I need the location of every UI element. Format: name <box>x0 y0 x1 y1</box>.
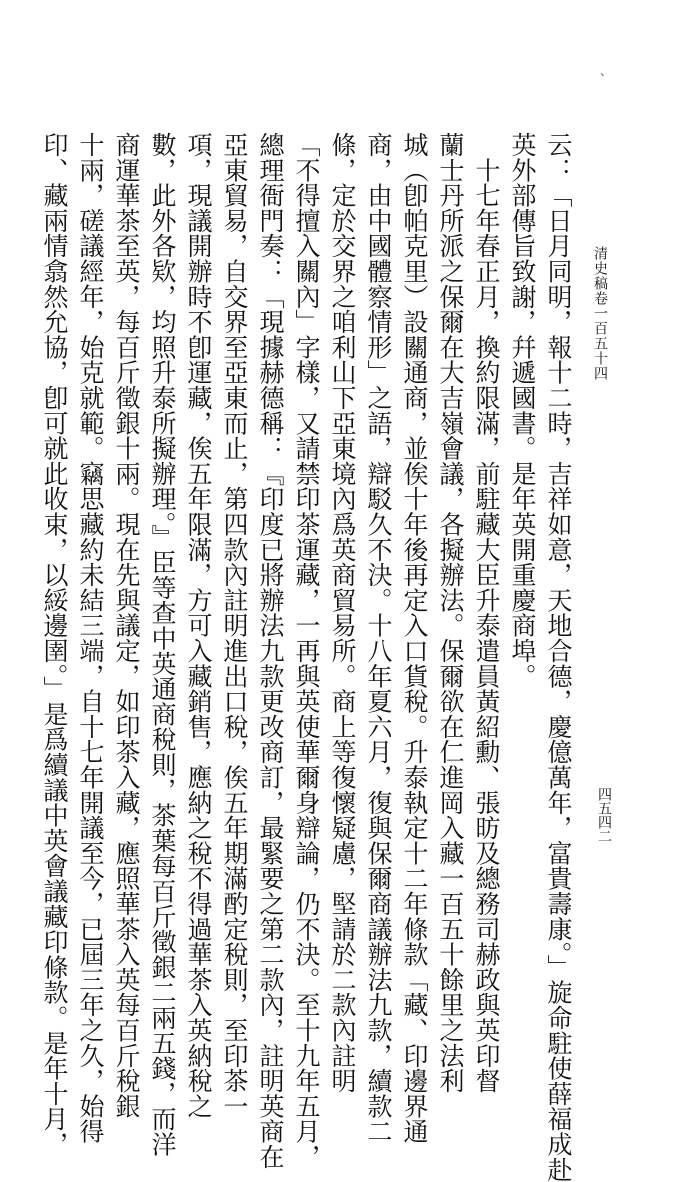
text-column: 蘭士丹所派之保爾在大吉嶺會議，各擬辦法。保爾欲在仁進岡入藏一百五十餘里之法利 <box>436 132 465 1094</box>
running-title: 清史稿卷一百五十四 <box>592 246 608 381</box>
text-column: 十七年春正月，換約限滿，前駐藏大臣升泰遣員黃紹勳、張昉及總務司赫政與英印督 <box>472 132 501 1094</box>
text-column: 城（卽帕克里）設關通商，並俟十年後再定入口貨稅。升泰執定十二年條款「藏、印邊界通 <box>400 132 429 1144</box>
text-column: 十兩，磋議經年，始克就範。竊思藏約未結三端，自十七年開議至今，已屆三年之久，始得 <box>76 132 105 1144</box>
text-column: 項，現議開辦時不卽運藏，俟五年限滿，方可入藏銷售，應納之稅不得過華茶入英納稅之 <box>184 132 213 1119</box>
text-column: 數，此外各欵，均照升泰所擬辦理。』臣等查中英通商稅則，茶葉每百斤徵銀二兩五錢，而洋 <box>148 132 177 1157</box>
stray-mark: 、 <box>600 64 613 78</box>
text-column: 云：「日月同明，報十二時，吉祥如意，天地合德，慶億萬年，富貴壽康。」旋命駐使薛福成赴 <box>544 132 573 1182</box>
page-number: 四五四二 <box>596 787 612 843</box>
text-column: 「不得擅入關內」字樣，又請禁印茶運藏，一再與英使華爾身辯論，仍不決。至十九年五月， <box>292 132 321 1170</box>
text-column: 商，由中國體察情形」之語，辯駁久不決。十八年夏六月，復與保爾商議辦法九款，續款二 <box>364 132 393 1144</box>
text-column: 英外部傳旨致謝，幷遞國書。是年英開重慶商埠。 <box>508 132 537 689</box>
text-column: 條，定於交界之咱利山下亞東境內爲英商貿易所。商上等復懷疑慮，堅請於二款內註明 <box>328 132 357 1094</box>
text-column: 亞東貿易，自交界至亞東而止，第四款內註明進出口稅，俟五年期滿酌定稅則，至印茶一 <box>220 132 249 1119</box>
text-column: 商運華茶至英，每百斤徵銀十兩。現在先與議定，如印茶入藏，應照華茶入英每百斤稅銀 <box>112 132 141 1119</box>
text-column: 總理衙門奏：「現據赫德稱：『印度已將辦法九款更改商訂，最緊要之第二款內，註明英商在 <box>256 132 285 1170</box>
text-column: 印、藏兩情翕然允協，卽可就此收束，以綏邊圉。」是爲續議中英會議藏印條款。是年十月， <box>40 132 69 1157</box>
